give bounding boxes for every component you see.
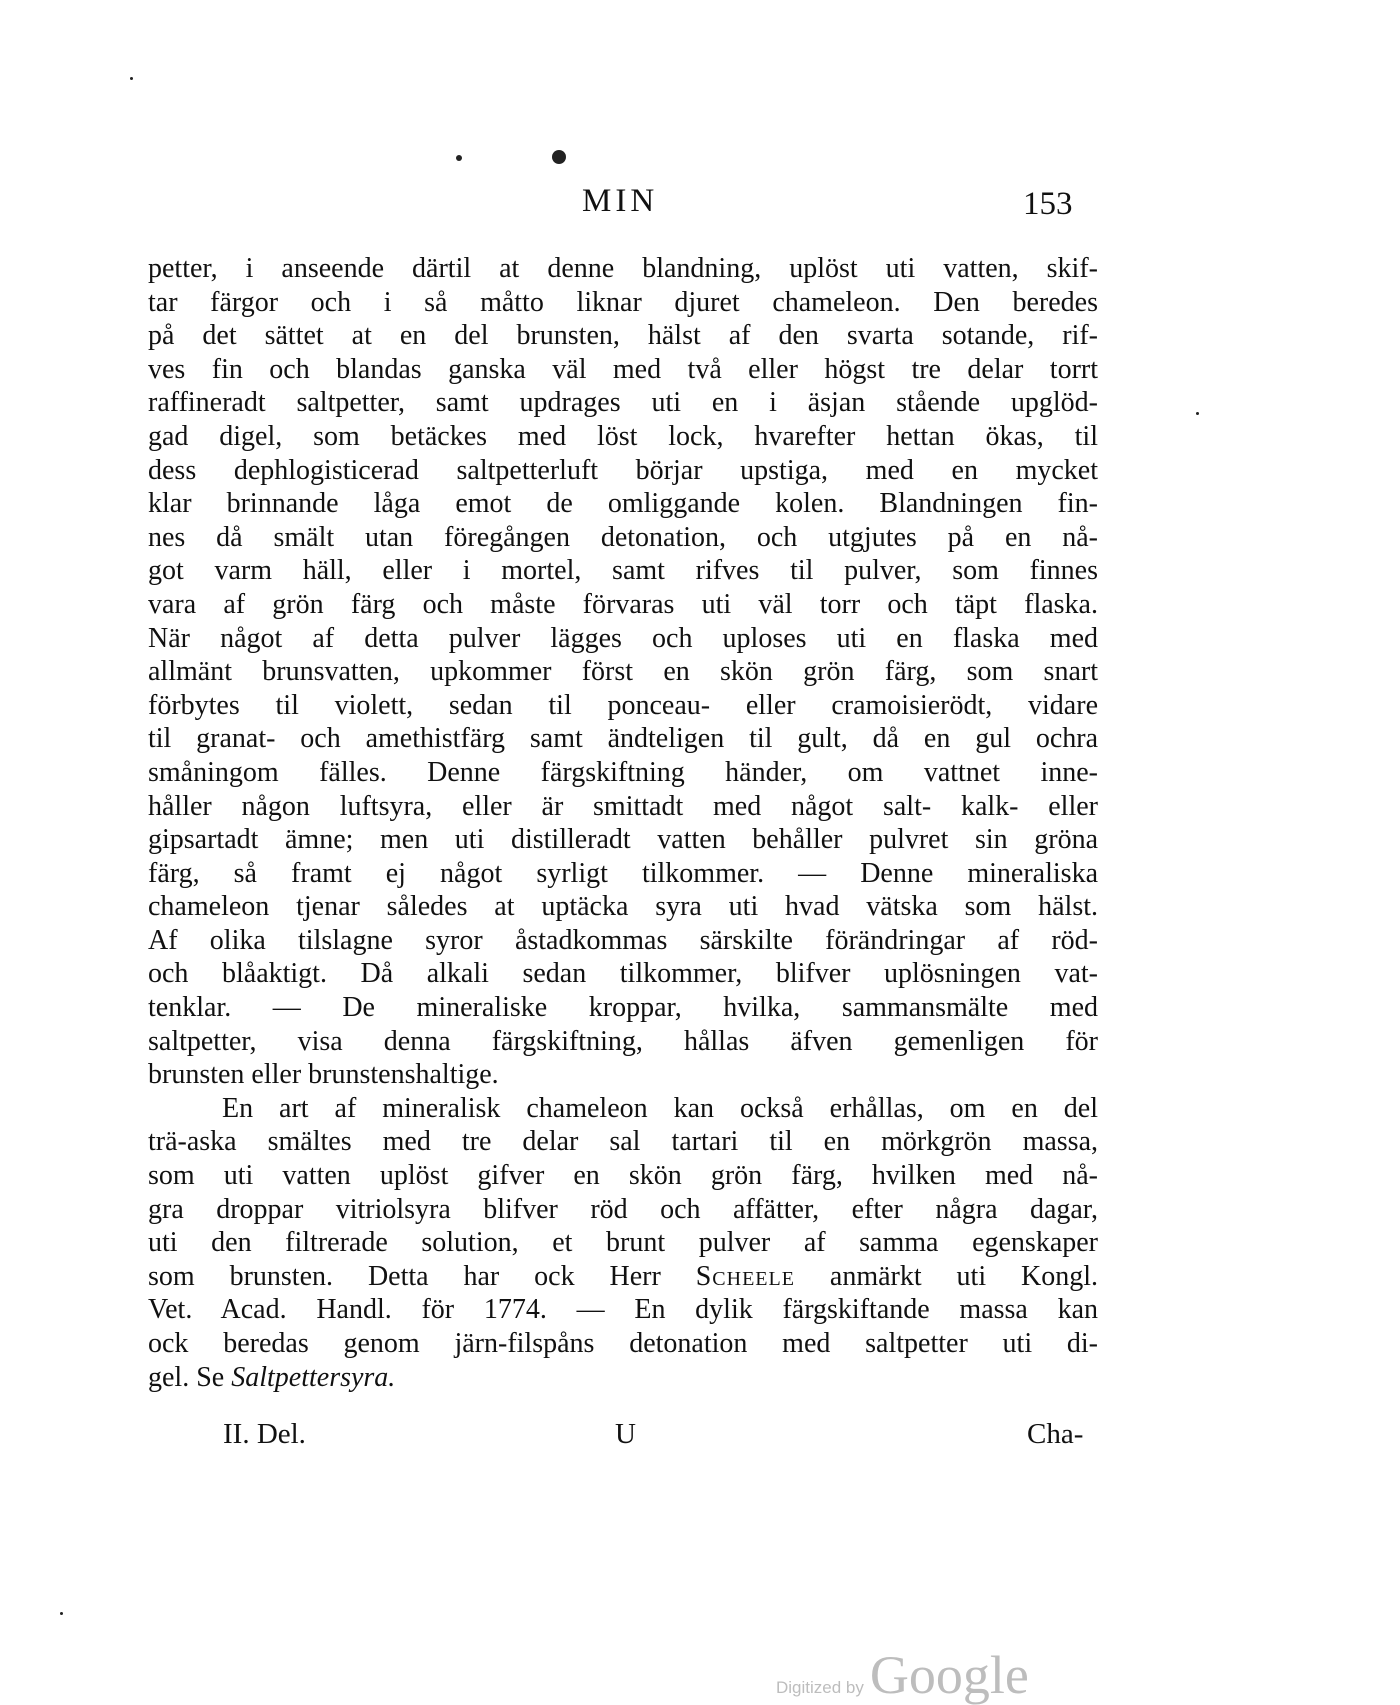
text-line: ock beredas genom järn-filspåns detonation med saltpetter uti di- xyxy=(148,1328,1098,1359)
digitized-watermark xyxy=(776,1645,1029,1705)
text-line: saltpetter, visa denna färgskiftning, hållas äfven gemenligen för xyxy=(148,1025,1098,1057)
text-line: brunsten eller brunstenshaltige. xyxy=(148,1059,499,1091)
text-line: got varm häll, eller i mortel, samt rifves til pulver, som finnes xyxy=(148,555,1098,587)
text-line: och blåaktigt. Då alkali sedan tilkommer, blifver uplösningen vat- xyxy=(148,958,1098,990)
ink-speck xyxy=(1196,412,1199,415)
watermark-small-text: Digitized by xyxy=(776,1678,864,1697)
main-text xyxy=(148,252,1098,1394)
text-line: tar färgor och i så måtto liknar djuret chameleon. Den beredes xyxy=(148,286,1098,318)
text-line: vara af grön färg och måste förvaras uti väl torr och täpt flaska. xyxy=(148,588,1098,620)
text-line: färg, så framt ej något syrligt tilkommer. — Denne mineraliska xyxy=(148,857,1098,889)
text-line: trä-aska smältes med tre delar sal tartari til en mörkgrön massa, xyxy=(148,1126,1098,1158)
text-line: uti den filtrerade solution, et brunt pulver af samma egenskaper xyxy=(148,1227,1098,1259)
ink-speck xyxy=(456,155,462,161)
text-line: håller någon luftsyra, eller är smittadt med något salt- kalk- eller xyxy=(148,790,1098,822)
text-line: Vet. Acad. Handl. för 1774. — En dylik färgskiftande massa kan xyxy=(148,1294,1098,1326)
text-line: allmänt brunsvatten, upkommer först en skön grön färg, som snart xyxy=(148,656,1098,688)
ink-speck xyxy=(60,1612,63,1615)
running-head: MIN xyxy=(582,183,659,219)
google-logo: Google xyxy=(869,1645,1029,1705)
ink-speck xyxy=(130,77,133,80)
text-line: dess dephlogisticerad saltpetterluft börjar upstiga, med en mycket xyxy=(148,454,1098,486)
text-line xyxy=(148,1361,1098,1395)
text-line: gra droppar vitriolsyra blifver röd och affätter, efter några dagar, xyxy=(148,1193,1098,1225)
text-line: nes då smält utan föregången detonation, och utgjutes på en nå- xyxy=(148,521,1098,553)
text-line: gad digel, som betäckes med löst lock, hvarefter hettan ökas, til xyxy=(148,420,1098,452)
text-segment: som brunsten. xyxy=(148,1260,334,1292)
text-line: Af olika tilslagne syror åstadkommas särskilte förändringar af röd- xyxy=(148,924,1098,956)
text-line: småningom fälles. Denne färgskiftning händer, om vattnet inne- xyxy=(148,756,1098,788)
text-line: til granat- och amethistfärg samt ändteligen til gult, då en gul ochra xyxy=(148,723,1098,755)
text-line: gipsartadt ämne; men uti distilleradt vatten behåller pulvret sin gröna xyxy=(148,824,1098,856)
text-line: chameleon tjenar således at uptäcka syra uti hvad vätska som hälst. xyxy=(148,891,1098,923)
text-line: ves fin och blandas ganska väl med två eller högst tre delar torrt xyxy=(148,353,1098,385)
text-segment: anmärkt uti Kongl. xyxy=(829,1260,1099,1292)
text-line: En art af mineralisk chameleon kan också erhållas, om en del xyxy=(222,1092,1098,1124)
text-line xyxy=(148,1260,1098,1294)
text-line: När något af detta pulver lägges och uploses uti en flaska med xyxy=(148,622,1098,654)
ink-speck xyxy=(552,150,566,164)
text-segment: gel. Se xyxy=(148,1361,225,1393)
text-line: klar brinnande låga emot de omliggande kolen. Blandningen fin- xyxy=(148,488,1098,520)
catchword: Cha- xyxy=(1027,1418,1084,1450)
author-name: Scheele xyxy=(695,1260,795,1292)
text-segment: Detta har ock Herr xyxy=(367,1260,661,1292)
text-line: på det sättet at en del brunsten, hälst af den svarta sotande, rif- xyxy=(148,320,1098,352)
signature-mark: U xyxy=(615,1418,636,1450)
text-line: petter, i anseende därtil at denne blandning, uplöst uti vatten, skif- xyxy=(148,253,1098,284)
volume-label: II. Del. xyxy=(223,1418,306,1450)
page-number: 153 xyxy=(1023,186,1073,222)
text-line: raffineradt saltpetter, samt updrages uti en i äsjan stående upglöd- xyxy=(148,387,1098,419)
text-line: som uti vatten uplöst gifver en skön grön färg, hvilken med nå- xyxy=(148,1160,1098,1192)
text-line: tenklar. — De mineraliske kroppar, hvilka, sammansmälte med xyxy=(148,992,1098,1024)
text-line: förbytes til violett, sedan til ponceau- eller cramoisierödt, vidare xyxy=(148,689,1098,721)
cross-reference: Saltpettersyra. xyxy=(231,1361,396,1393)
